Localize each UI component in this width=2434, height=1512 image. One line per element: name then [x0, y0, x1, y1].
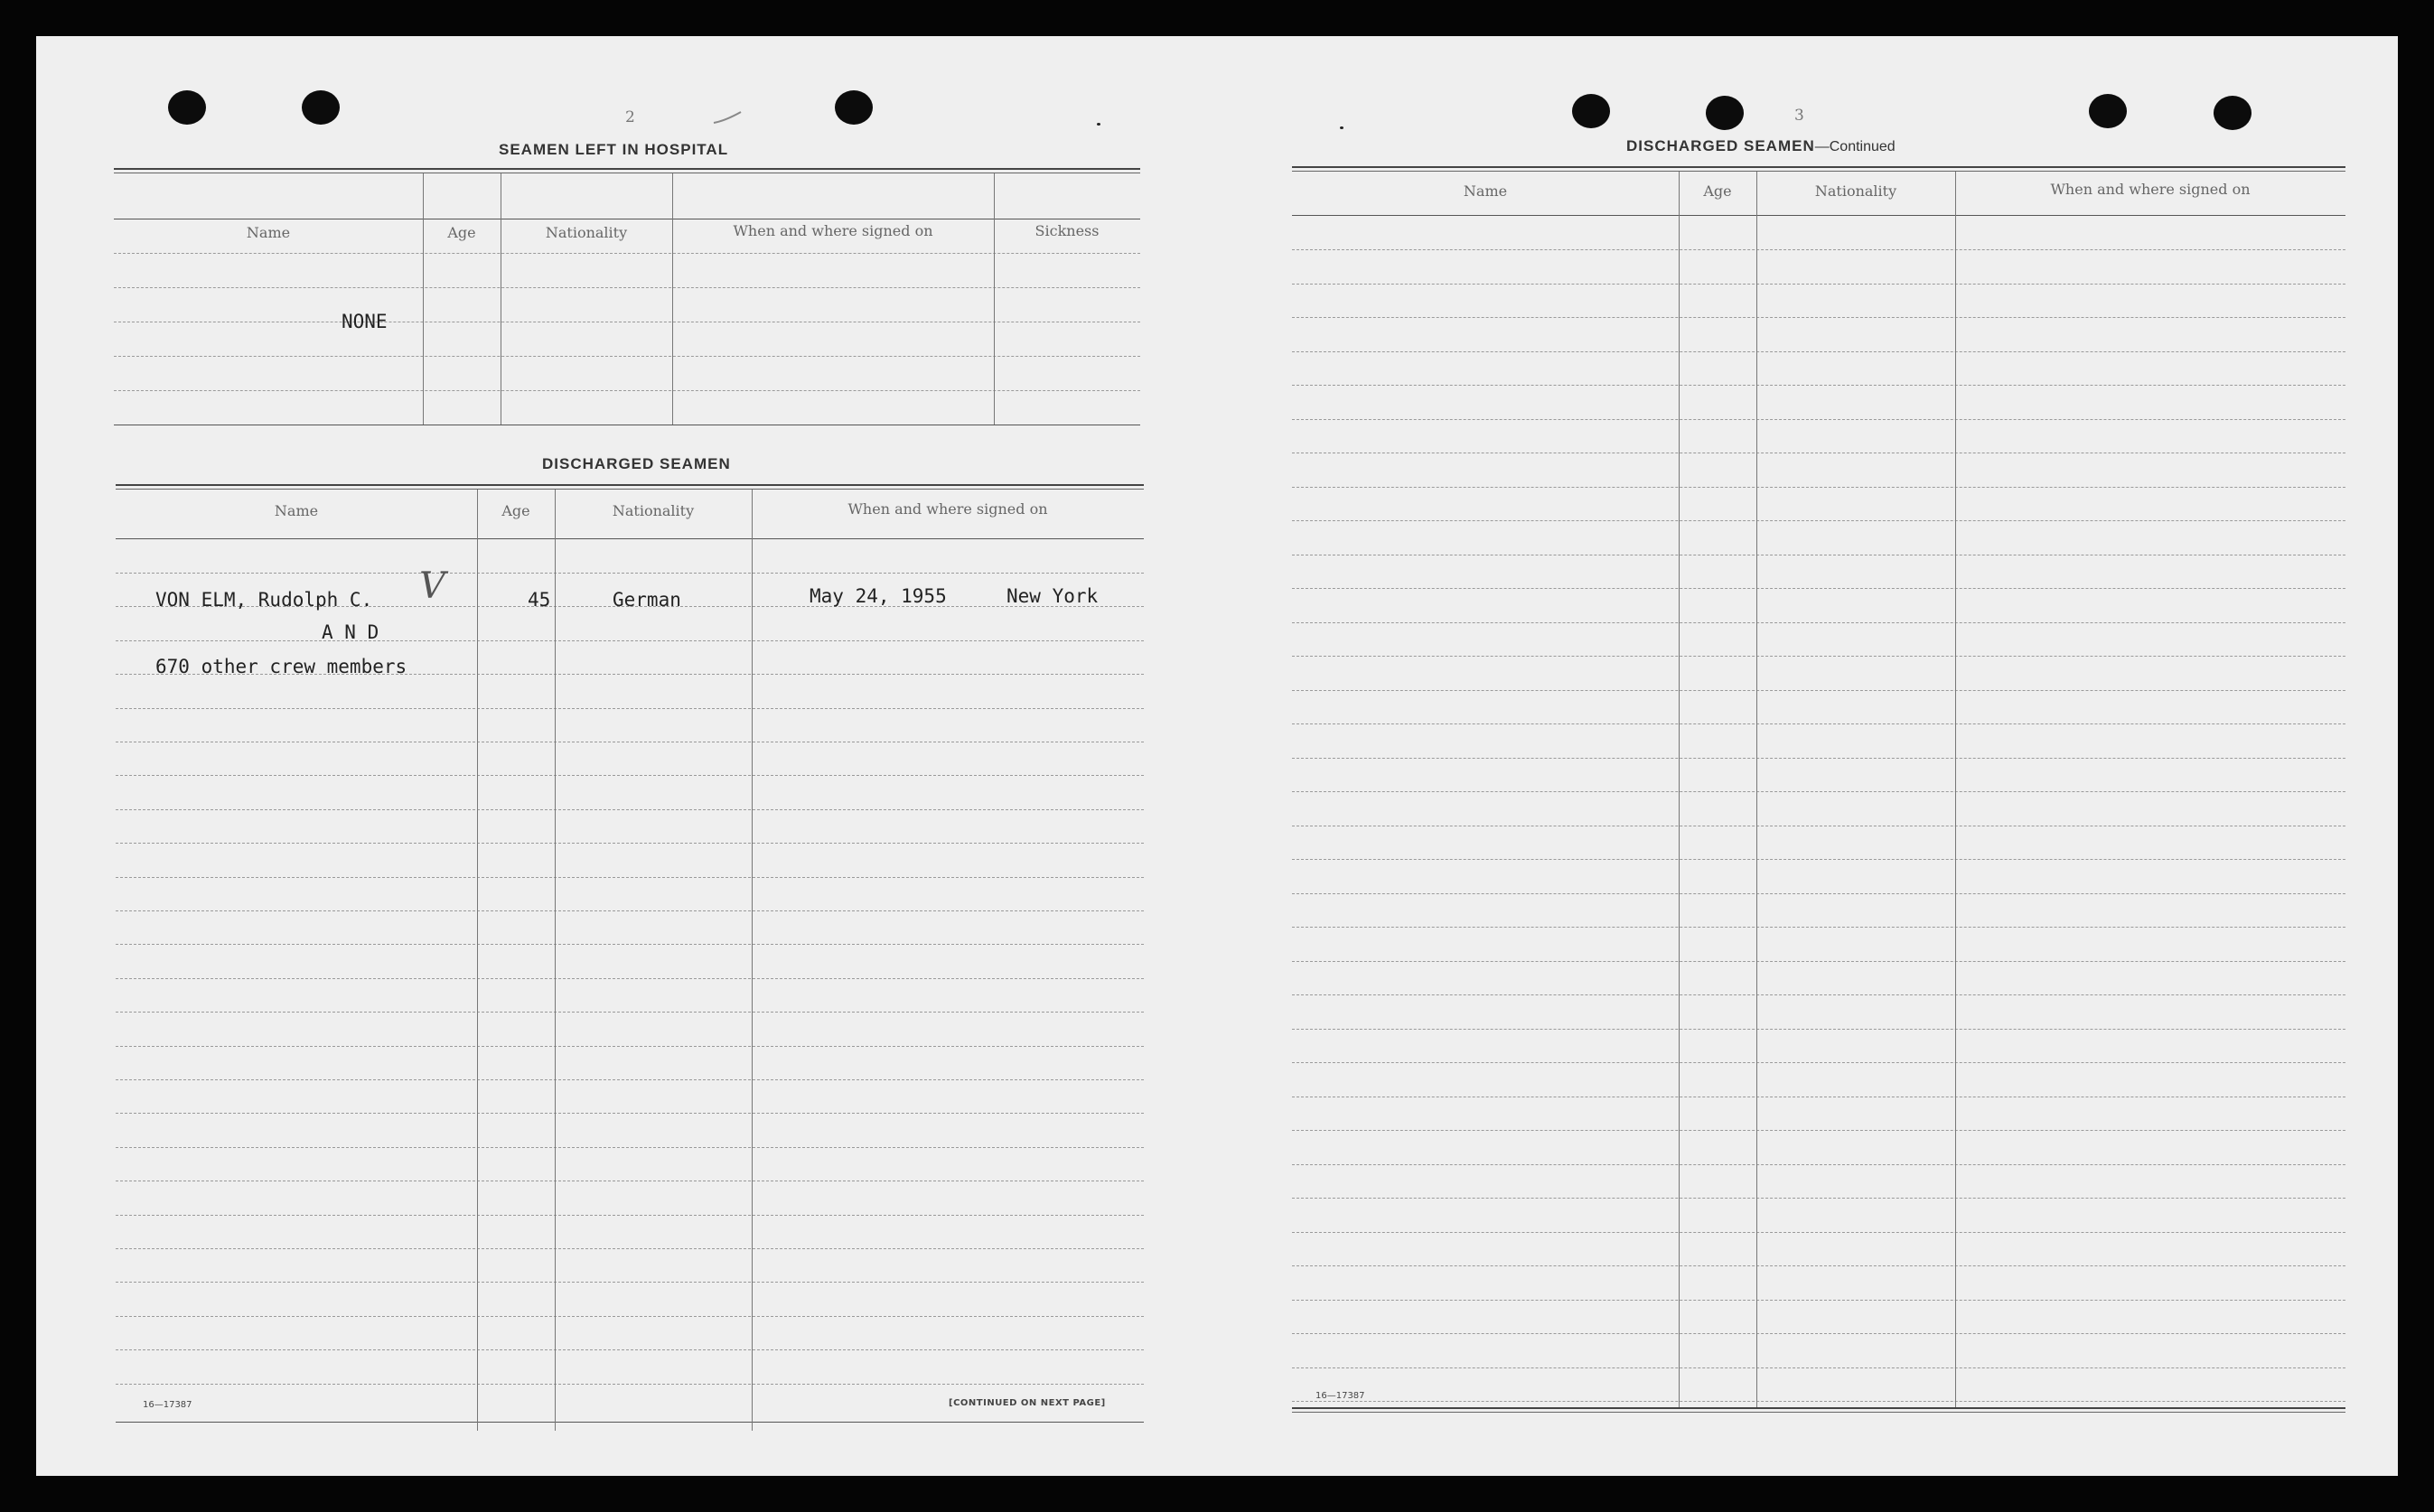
header-signed-on: When and where signed on — [847, 500, 1048, 518]
ruled-line — [116, 944, 1144, 945]
ruled-line — [116, 1282, 1144, 1283]
ruled-line — [1292, 1232, 2345, 1233]
header-name: Name — [246, 224, 291, 241]
ruled-line — [1292, 1265, 2345, 1266]
discharged-table — [116, 484, 1144, 1433]
ruled-line — [116, 910, 1144, 911]
ruled-line — [1292, 690, 2345, 691]
ruled-line — [1292, 758, 2345, 759]
ruled-line — [116, 1215, 1144, 1216]
ruled-line — [1292, 1367, 2345, 1368]
header-nationality: Nationality — [1814, 182, 1897, 200]
header-name: Name — [274, 502, 319, 519]
header-age: Age — [447, 224, 476, 241]
punch-hole — [1706, 96, 1744, 130]
header-signed-on: When and where signed on — [2050, 181, 2251, 198]
ruled-line — [1292, 622, 2345, 623]
ruled-line — [116, 573, 1144, 574]
header-name: Name — [1463, 182, 1508, 200]
ruled-line — [116, 978, 1144, 979]
title-text: DISCHARGED SEAMEN — [1626, 137, 1815, 154]
ruled-line — [116, 1012, 1144, 1013]
ruled-line — [1292, 994, 2345, 995]
ruled-line — [1292, 961, 2345, 962]
hospital-section-title: SEAMEN LEFT IN HOSPITAL — [499, 141, 729, 158]
header-age: Age — [501, 502, 530, 519]
ruled-line — [116, 775, 1144, 776]
page-number: 3 — [1794, 107, 1804, 125]
other-crew-line: 670 other crew members — [155, 656, 407, 677]
tick-mark — [712, 108, 744, 126]
continued-note: [CONTINUED ON NEXT PAGE] — [949, 1398, 1106, 1408]
speck — [1340, 126, 1343, 129]
handwritten-check-mark: V — [419, 565, 445, 607]
ruled-line — [1292, 656, 2345, 657]
ruled-line — [1292, 351, 2345, 352]
document-page — [36, 36, 2398, 1476]
ruled-line — [1292, 317, 2345, 318]
ruled-line — [1292, 284, 2345, 285]
ruled-line — [1292, 1198, 2345, 1199]
ruled-line — [1292, 1130, 2345, 1131]
punch-hole — [2089, 94, 2127, 128]
ruled-line — [1292, 1300, 2345, 1301]
ruled-line — [1292, 487, 2345, 488]
ruled-line — [116, 1248, 1144, 1249]
punch-hole — [168, 90, 206, 125]
ruled-line — [1292, 927, 2345, 928]
speck — [1097, 123, 1100, 126]
discharged-continued-table — [1292, 166, 2345, 1418]
form-number: 16—17387 — [143, 1400, 192, 1410]
ruled-line — [1292, 859, 2345, 860]
seaman-signed-place: New York — [1006, 585, 1099, 607]
form-number: 16—17387 — [1315, 1391, 1365, 1401]
punch-hole — [302, 90, 340, 125]
header-sickness: Sickness — [1034, 222, 1100, 239]
ruled-line — [1292, 791, 2345, 792]
seaman-nationality: German — [613, 589, 681, 611]
ruled-line — [1292, 1164, 2345, 1165]
ruled-line — [116, 1384, 1144, 1385]
continued-section-title — [1626, 137, 1896, 155]
ruled-line — [116, 1113, 1144, 1114]
hospital-table — [114, 168, 1140, 468]
seaman-age: 45 — [528, 589, 551, 611]
page-number: 2 — [625, 108, 635, 126]
punch-hole — [835, 90, 873, 125]
ruled-line — [116, 640, 1144, 641]
ruled-line — [1292, 723, 2345, 724]
ruled-line — [1292, 588, 2345, 589]
ruled-line — [1292, 1401, 2345, 1402]
ruled-line — [1292, 1029, 2345, 1030]
ruled-line — [1292, 249, 2345, 250]
and-line: A N D — [322, 621, 379, 643]
seaman-signed-date: May 24, 1955 — [810, 585, 947, 607]
ruled-line — [116, 809, 1144, 810]
ruled-line — [116, 1349, 1144, 1350]
ruled-line — [1292, 1333, 2345, 1334]
header-signed-on: When and where signed on — [733, 222, 933, 239]
ruled-line — [116, 1079, 1144, 1080]
title-suffix: —Continued — [1814, 139, 1896, 154]
header-nationality: Nationality — [612, 502, 695, 519]
ruled-line — [116, 1147, 1144, 1148]
punch-hole — [1572, 94, 1610, 128]
discharged-section-title: DISCHARGED SEAMEN — [542, 455, 731, 472]
ruled-line — [116, 843, 1144, 844]
ruled-line — [1292, 893, 2345, 894]
ruled-line — [116, 1046, 1144, 1047]
ruled-line — [116, 708, 1144, 709]
ruled-line — [1292, 520, 2345, 521]
hospital-entry-none: NONE — [342, 311, 388, 332]
header-nationality: Nationality — [545, 224, 628, 241]
ruled-line — [1292, 419, 2345, 420]
ruled-line — [1292, 385, 2345, 386]
ruled-line — [116, 1316, 1144, 1317]
header-age: Age — [1703, 182, 1732, 200]
ruled-line — [1292, 1062, 2345, 1063]
punch-hole — [2214, 96, 2251, 130]
seaman-name: VON ELM, Rudolph C. — [155, 589, 373, 611]
ruled-line — [116, 877, 1144, 878]
